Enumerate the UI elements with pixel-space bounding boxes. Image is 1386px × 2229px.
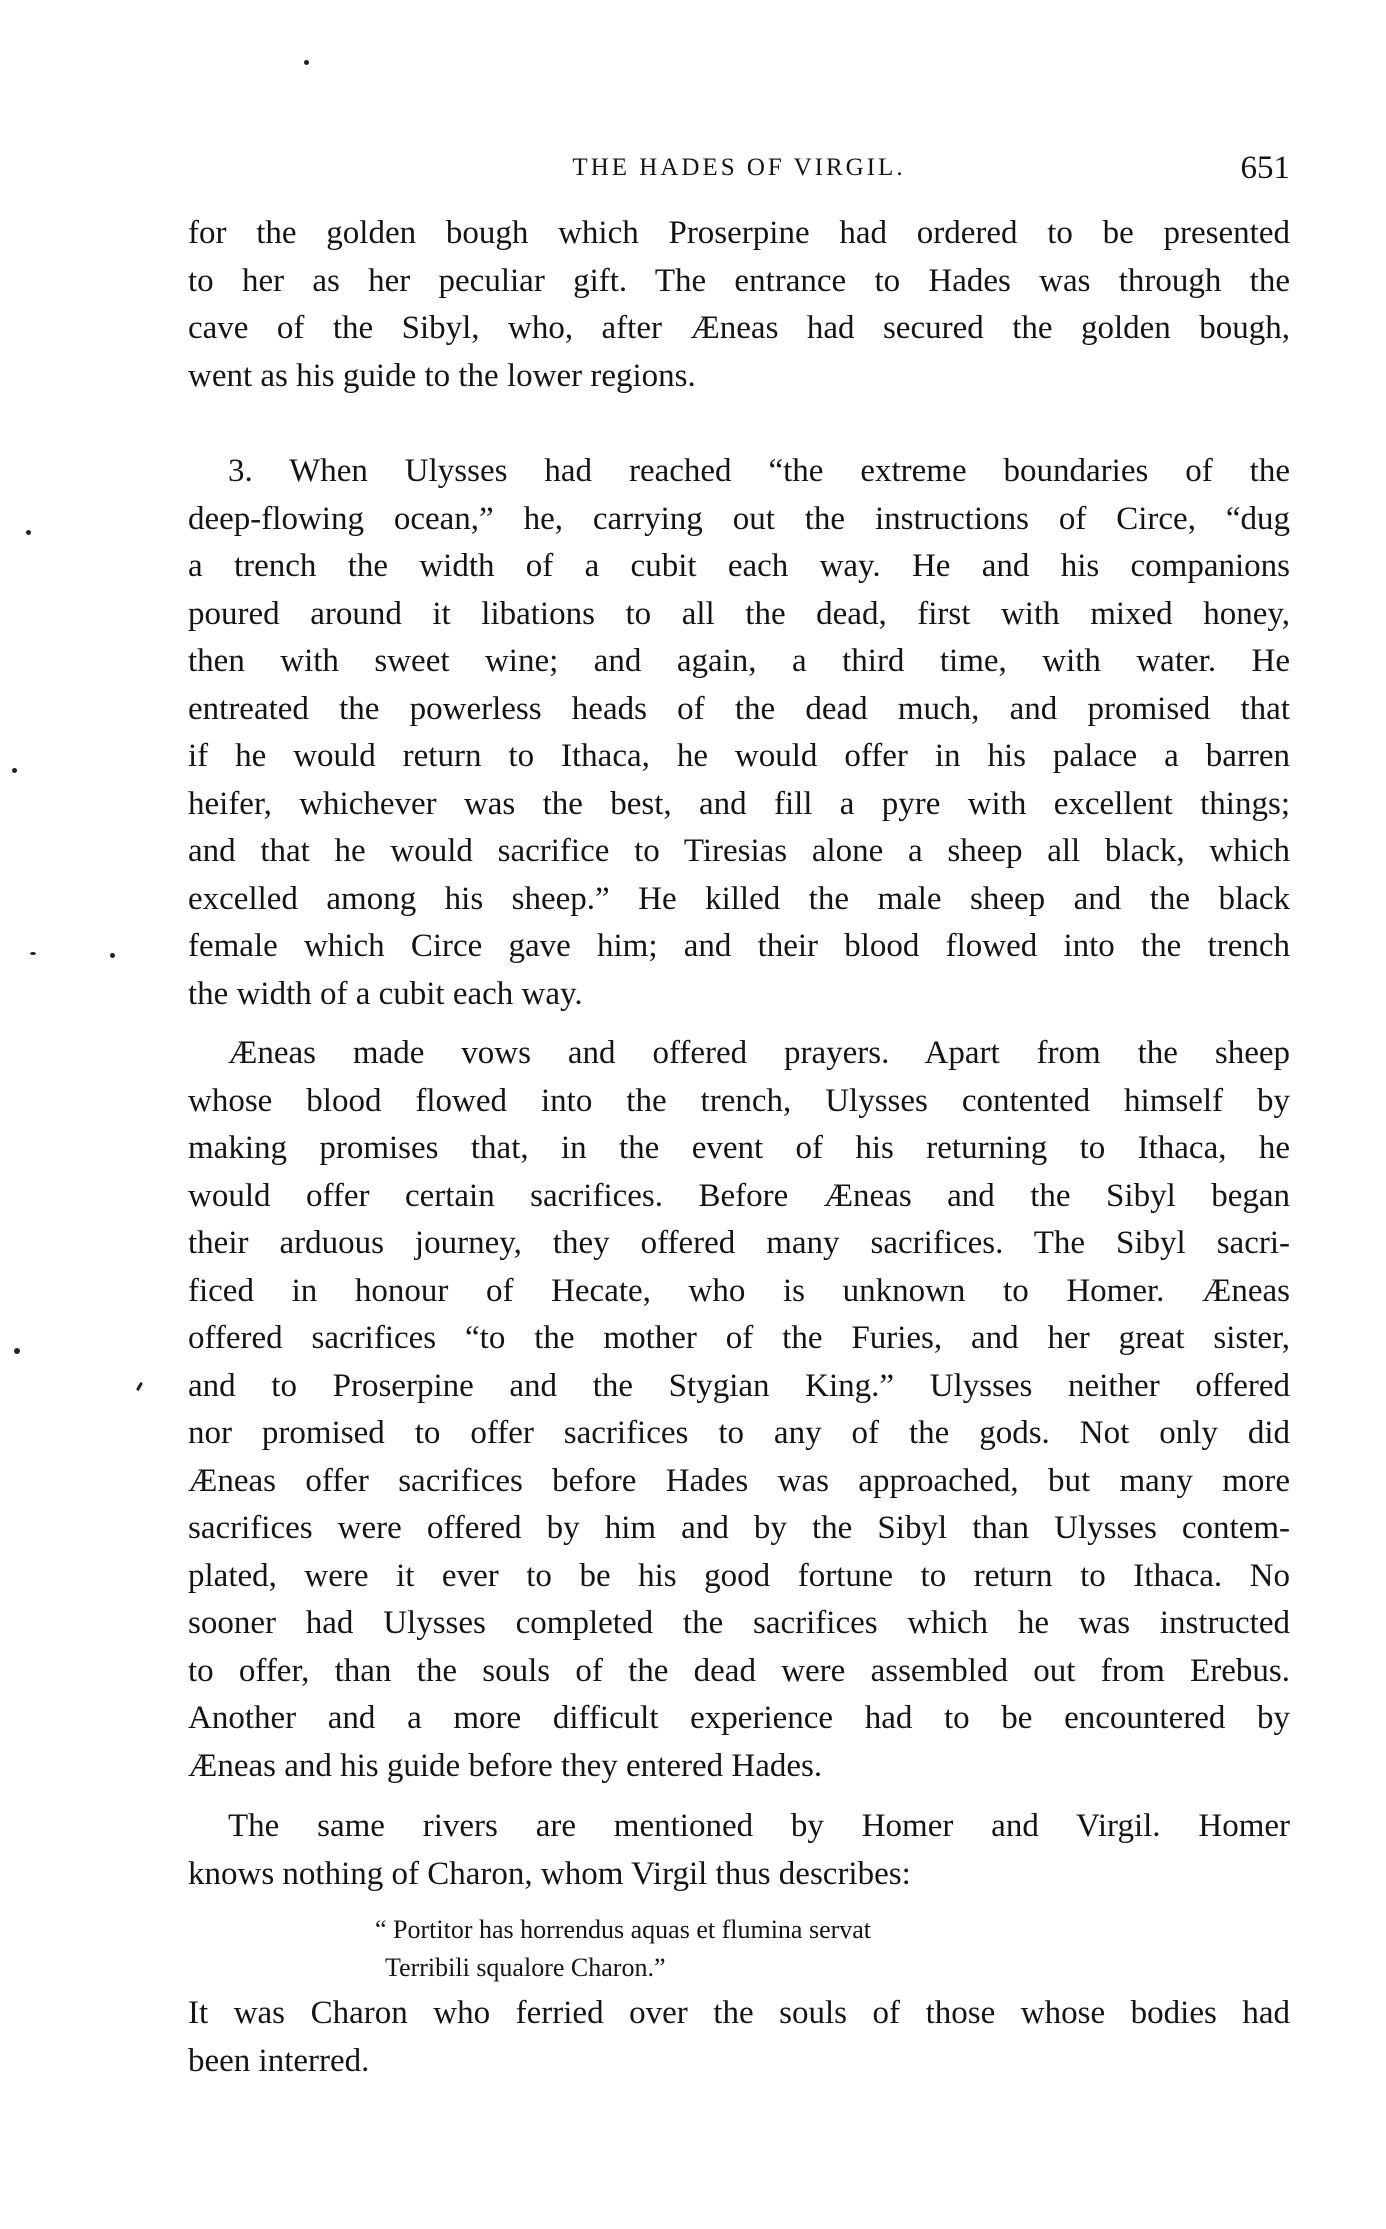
text-line: offered sacrifices “to the mother of the Furies, and her great sister,: [188, 1320, 1290, 1356]
text-line: been interred.: [188, 2042, 370, 2079]
margin-speck: [136, 1382, 143, 1391]
paragraph-5: [188, 1990, 1290, 2085]
paragraph-2: [188, 448, 1290, 1018]
text-line: Another and a more difficult experience had to be encountered by: [188, 1700, 1290, 1736]
text-line: plated, were it ever to be his good fortune to return to Ithaca. No: [188, 1557, 1290, 1594]
paragraph-3: [188, 1030, 1290, 1790]
page-number: 651: [1240, 150, 1290, 186]
text-line: Æneas made vows and offered prayers. Apart from the sheep: [228, 1035, 1290, 1071]
text-line: Æneas and his guide before they entered Hades.: [188, 1747, 823, 1784]
text-line: nor promised to offer sacrifices to any of the gods. Not only did: [188, 1415, 1290, 1451]
text-line: to her as her peculiar gift. The entrance to Hades was through the: [188, 262, 1290, 299]
text-line: and to Proserpine and the Stygian King.” Ulysses neither offered: [188, 1367, 1290, 1404]
text-line: excelled among his sheep.” He killed the male sheep and the black: [188, 880, 1290, 917]
text-line: heifer, whichever was the best, and fill a pyre with excellent things;: [188, 785, 1290, 822]
text-line: knows nothing of Charon, whom Virgil thus describes:: [188, 1855, 911, 1892]
text-line: a trench the width of a cubit each way. He and his companions: [188, 548, 1290, 584]
text-line: the width of a cubit each way.: [188, 975, 583, 1012]
margin-speck: [30, 952, 36, 955]
text-line: to offer, than the souls of the dead were assembled out from Erebus.: [188, 1652, 1290, 1689]
text-line: went as his guide to the lower regions.: [188, 357, 696, 394]
margin-speck: [12, 768, 17, 773]
margin-speck: [14, 1348, 20, 1354]
text-line: whose blood flowed into the trench, Ulysses contented himself by: [188, 1082, 1290, 1119]
margin-speck: [304, 60, 309, 65]
text-line: their arduous journey, they offered many sacrifices. The Sibyl sacri-: [188, 1225, 1290, 1261]
text-line: sooner had Ulysses completed the sacrifices which he was instructed: [188, 1605, 1290, 1641]
margin-speck: [26, 530, 31, 535]
text-line: entreated the powerless heads of the dead much, and promised that: [188, 690, 1290, 727]
margin-speck: [110, 953, 115, 958]
text-line: and that he would sacrifice to Tiresias alone a sheep all black, which: [188, 833, 1290, 869]
text-line: if he would return to Ithaca, he would offer in his palace a barren: [188, 738, 1290, 774]
paragraph-4: [188, 1803, 1290, 1898]
text-line: The same rivers are mentioned by Homer and Virgil. Homer: [228, 1808, 1290, 1844]
running-title: THE HADES OF VIRGIL.: [572, 154, 906, 181]
text-line: 3. When Ulysses had reached “the extreme boundaries of the: [228, 453, 1290, 489]
text-line: It was Charon who ferried over the souls of those whose bodies had: [188, 1995, 1290, 2031]
quote-line: “ Portitor has horrendus aquas et flumina servat: [375, 1915, 872, 1944]
quote-line: Terribili squalore Charon.”: [385, 1953, 666, 1982]
text-line: poured around it libations to all the dead, first with mixed honey,: [188, 595, 1290, 632]
text-line: would offer certain sacrifices. Before Æneas and the Sibyl began: [188, 1177, 1290, 1214]
page-header: [188, 148, 1290, 188]
text-line: then with sweet wine; and again, a third time, with water. He: [188, 643, 1290, 679]
text-line: female which Circe gave him; and their blood flowed into the trench: [188, 928, 1290, 964]
paragraph-1: [188, 210, 1290, 400]
text-line: making promises that, in the event of his returning to Ithaca, he: [188, 1130, 1290, 1166]
text-line: sacrifices were offered by him and by the Sibyl than Ulysses contem-: [188, 1510, 1290, 1546]
latin-quotation: [375, 1911, 1175, 1987]
text-line: Æneas offer sacrifices before Hades was approached, but many more: [188, 1462, 1290, 1499]
text-line: deep-flowing ocean,” he, carrying out the instructions of Circe, “dug: [188, 500, 1290, 537]
text-line: ficed in honour of Hecate, who is unknown to Homer. Æneas: [188, 1272, 1290, 1309]
text-line: for the golden bough which Proserpine had ordered to be presented: [188, 215, 1290, 251]
text-line: cave of the Sibyl, who, after Æneas had secured the golden bough,: [188, 310, 1290, 346]
